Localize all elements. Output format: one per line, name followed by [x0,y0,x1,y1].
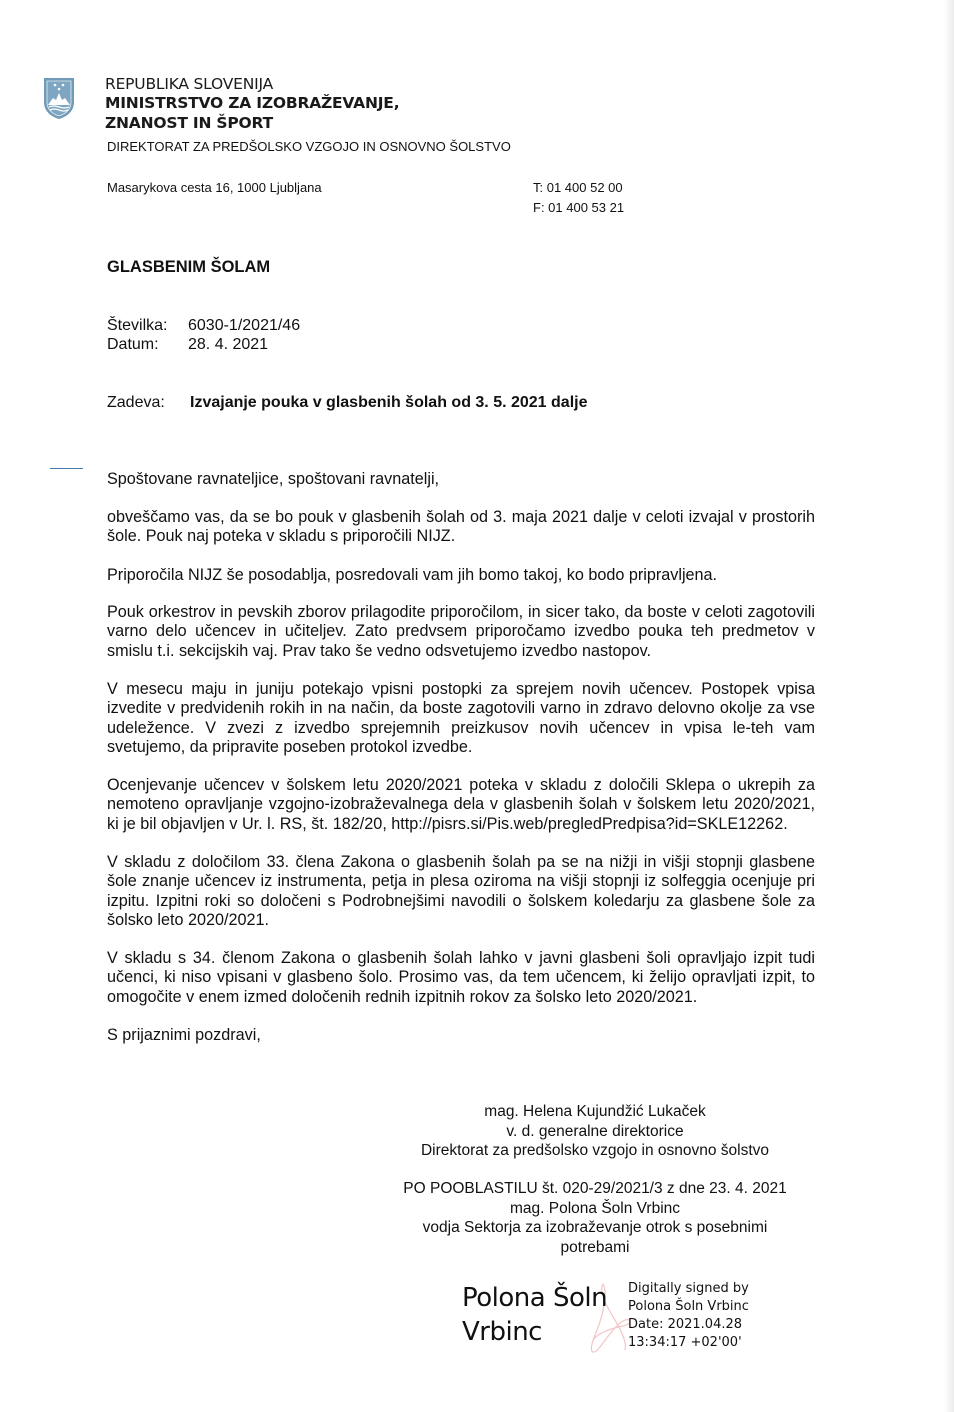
letterhead-republic: REPUBLIKA SLOVENIJA [105,75,274,93]
paragraph-2: Priporočila NIJZ še posodablja, posredovali vam jih bomo takoj, ko bodo pripravljena. [107,566,718,584]
letterhead-address: Masarykova cesta 16, 1000 Ljubljana [107,180,322,195]
authorization-line: PO POOBLASTILU št. 020-29/2021/3 z dne 23. 4. 2021 [403,1180,787,1197]
signatory-title: v. d. generalne direktorice [506,1122,684,1140]
digital-signature-name-line2: Vrbinc [462,1317,542,1347]
date-label: Datum: [107,336,159,353]
closing: S prijaznimi pozdravi, [107,1026,261,1044]
delegate-title-line1: vodja Sektorja za izobraževanje otrok s posebnimi [422,1219,768,1236]
document-meta [107,316,300,354]
number-value: 6030-1/2021/46 [188,317,301,334]
subject-value: Izvajanje pouka v glasbenih šolah od 3. 5. 2021 dalje [190,394,588,411]
digital-signature-name-line1: Polona Šoln [462,1283,608,1313]
greeting: Spoštovane ravnateljice, spoštovani ravnatelji, [107,470,440,488]
paragraph-5: Ocenjevanje učencev v šolskem letu 2020/2021 poteka v skladu z določili Sklepa o ukrepih za nemoteno opravljanje vzgojno-izobraževalnega dela v glasbenih šolah v šolskem letu 2020/2021, ki je bil objavljen v Ur. l. RS, št. 182/20, http://pisrs.si/Pis.web/pregledPredpisa?id=SKLE12262. [107,776,815,833]
slovenia-coat-of-arms-icon [42,76,76,120]
digital-signature-detail-1: Digitally signed by [628,1281,749,1296]
number-label: Številka: [107,317,168,334]
letterhead-phone: T: 01 400 52 00 [533,180,623,195]
letterhead-directorate: DIREKTORAT ZA PREDŠOLSKO VZGOJO IN OSNOVNO ŠOLSTVO [107,139,511,154]
paragraph-7: V skladu s 34. členom Zakona o glasbenih šolah lahko v javni glasbeni šoli opravljajo izpit tudi učenci, ki niso vpisani v glasbeno šolo. Prosimo vas, da tem učencem, ki želijo opravljati izpit, to omogočite v enem izmed določenih rednih izpitnih rokov za šolsko leto 2020/2021. [107,949,815,1006]
digital-signature-name [462,1281,607,1349]
paragraph-3: Pouk orkestrov in pevskih zborov prilagodite priporočilom, in sicer tako, da boste v celoti zagotovili varno delo učencev in učiteljev. Zato predvsem priporočamo izvedbo pouka teh predmetov v smislu t.i. sekcijskih vaj. Prav tako še vedno odsvetujemo izvedbo nastopov. [107,603,815,660]
date-row [107,335,300,354]
digital-signature-detail-4: 13:34:17 +02'00' [628,1335,742,1350]
delegate-block [380,1179,810,1257]
signatory-name: mag. Helena Kujundžić Lukaček [484,1103,706,1120]
fold-mark [50,468,83,469]
letterhead-ministry-line2: ZNANOST IN ŠPORT [105,114,273,132]
delegate-name: mag. Polona Šoln Vrbinc [509,1199,681,1217]
digital-signature-detail-2: Polona Šoln Vrbinc [628,1299,749,1314]
signatory-block [380,1102,810,1161]
paragraph-6: V skladu z določilom 33. člena Zakona o glasbenih šolah pa se na nižji in višji stopnji glasbene šole znanje učencev iz instrumenta, petja in plesa oziroma na višji stopnji iz solfeggia ocenjuje pri izpitu. Izpitni roki so določeni s Podrobnejšimi navodili o šolskem koledarju za glasbene šole za šolsko leto 2020/2021. [107,853,815,929]
letterhead-fax: F: 01 400 53 21 [533,200,625,215]
signatory-unit: Direktorat za predšolsko vzgojo in osnovno šolstvo [420,1142,770,1159]
subject-row [107,393,587,412]
paragraph-1: obveščamo vas, da se bo pouk v glasbenih šolah od 3. maja 2021 dalje v celoti izvajal v prostorih šole. Pouk naj poteka v skladu s priporočili NIJZ. [107,508,815,546]
recipient: GLASBENIM ŠOLAM [107,258,271,276]
number-row [107,316,300,335]
subject-label: Zadeva: [107,394,165,411]
letterhead-ministry: MINISTRSTVO ZA IZOBRAŽEVANJE, [105,94,400,112]
date-value: 28. 4. 2021 [188,336,269,353]
paragraph-4: V mesecu maju in juniju potekajo vpisni postopki za sprejem novih učencev. Postopek vpisa izvedite v predvidenih rokih in na način, da boste zagotovili varno in zdravo delovno okolje za vse udeležence. V zvezi z izvedbo sprejemnih preizkusov novih učencev in vpisa le-teh vam svetujemo, da pripravite poseben protokol izvedbe. [107,680,815,756]
page-edge-shadow [944,0,954,1412]
delegate-title-line2: potrebami [560,1238,630,1256]
digital-signature-details [628,1280,749,1352]
digital-signature-detail-3: Date: 2021.04.28 [628,1317,743,1332]
